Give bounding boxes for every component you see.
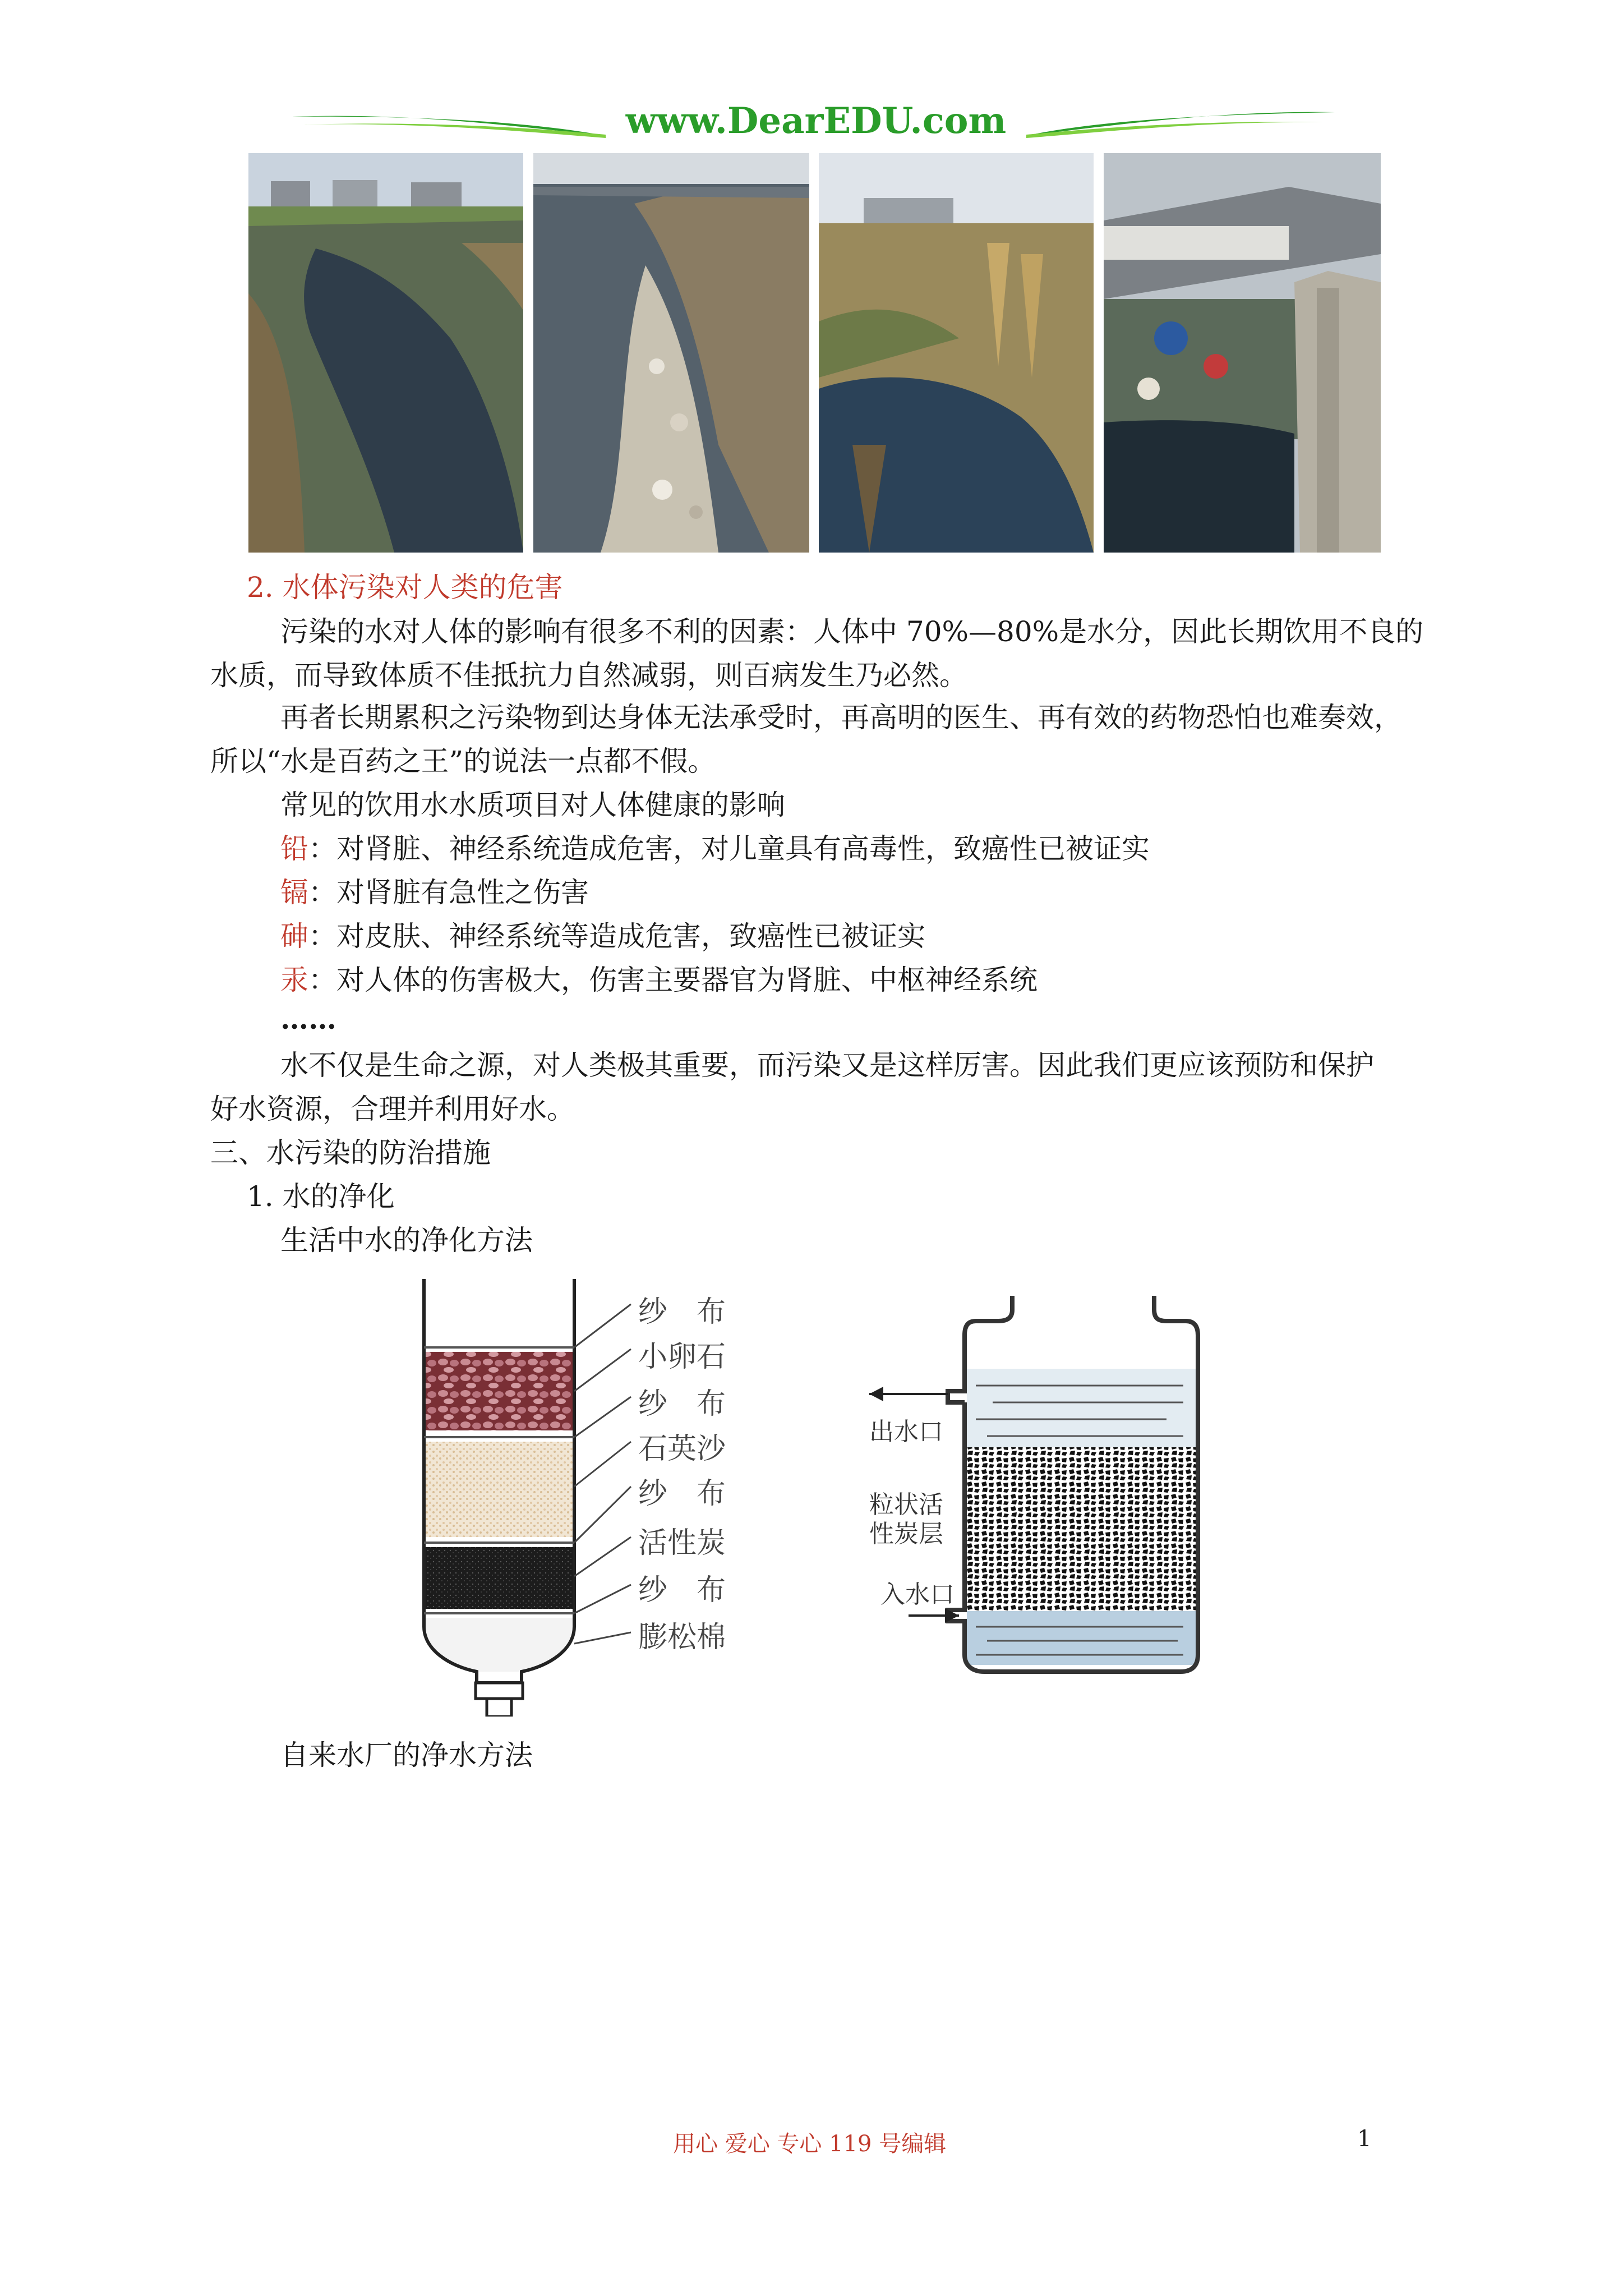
- ellipsis: ……: [280, 1002, 336, 1036]
- household-method-label: 生活中水的净化方法: [280, 1224, 533, 1257]
- metal-name: 铅: [280, 832, 308, 865]
- metal-effect: ：对人体的伤害极大，伤害主要器官为肾脏、中枢神经系统: [308, 964, 1038, 996]
- section3-heading: 三、水污染的防治措施: [210, 1137, 491, 1169]
- metal-item-mercury: [280, 958, 1038, 1002]
- subsection-water-purification: 1. 水的净化: [247, 1180, 395, 1213]
- footer-slogan: 用心 爱心 专心 119 号编辑: [673, 2131, 947, 2157]
- metal-item-arsenic: [280, 914, 925, 958]
- filter-label: 活性炭: [638, 1526, 726, 1560]
- photo-polluted-river-1: [248, 153, 523, 553]
- carbon-layer-label-line-1: 粒状活: [869, 1490, 943, 1519]
- filter-label: 纱 布: [638, 1573, 726, 1607]
- metal-item-lead: [280, 827, 1150, 871]
- photo-polluted-river-4: [1104, 153, 1381, 553]
- filter-label: 小卵石: [638, 1340, 726, 1374]
- metal-name: 砷: [280, 920, 308, 953]
- paragraph-2-line-2: 所以“水是百药之王”的说法一点都不假。: [210, 745, 716, 777]
- page-number: 1: [1357, 2126, 1372, 2152]
- filter-label: 纱 布: [638, 1295, 726, 1329]
- logo-text[interactable]: www.DearEDU.com: [625, 100, 1007, 142]
- outlet-label: 出水口: [869, 1418, 943, 1446]
- metal-name: 镉: [280, 876, 308, 909]
- photo-polluted-river-2: [533, 153, 809, 553]
- paragraph-3-line-2: 好水资源，合理并利用好水。: [210, 1093, 575, 1125]
- carbon-layer-label-line-2: 性炭层: [869, 1520, 943, 1548]
- paragraph-2-line-1: 再者长期累积之污染物到达身体无法承受时，再高明的医生、再有效的药物恐怕也难奏效，: [280, 701, 1402, 734]
- section2-heading: 2. 水体污染对人类的危害: [247, 571, 563, 604]
- metal-effect: ：对肾脏、神经系统造成危害，对儿童具有高毒性，致癌性已被证实: [308, 832, 1150, 865]
- filter-label: 膨松棉: [638, 1621, 726, 1654]
- paragraph-3-line-1: 水不仅是生命之源，对人类极其重要，而污染又是这样厉害。因此我们更应该预防和保护: [280, 1049, 1374, 1082]
- photo-polluted-river-3: [819, 153, 1094, 553]
- metal-effects-intro: 常见的饮用水水质项目对人体健康的影响: [280, 789, 785, 821]
- inlet-label: 入水口: [880, 1580, 955, 1609]
- metal-effect: ：对皮肤、神经系统等造成危害，致癌性已被证实: [308, 920, 925, 953]
- household-filter-diagram: [415, 1279, 763, 1717]
- filter-label: 纱 布: [638, 1477, 726, 1511]
- header-logo: [292, 95, 1335, 157]
- metal-name: 汞: [280, 964, 308, 996]
- paragraph-1-line-1: 污染的水对人体的影响有很多不利的因素：人体中 70%—80%是水分，因此长期饮用不良的: [280, 615, 1424, 648]
- filter-label: 石英沙: [638, 1432, 726, 1466]
- paragraph-1-line-2: 水质，而导致体质不佳抵抗力自然减弱，则百病发生乃必然。: [210, 659, 967, 692]
- metal-effect: ：对肾脏有急性之伤害: [308, 876, 589, 909]
- water-plant-method-label: 自来水厂的净水方法: [280, 1739, 533, 1772]
- carbon-filter-diagram: [864, 1296, 1228, 1688]
- metal-item-cadmium: [280, 871, 589, 914]
- filter-label: 纱 布: [638, 1387, 726, 1421]
